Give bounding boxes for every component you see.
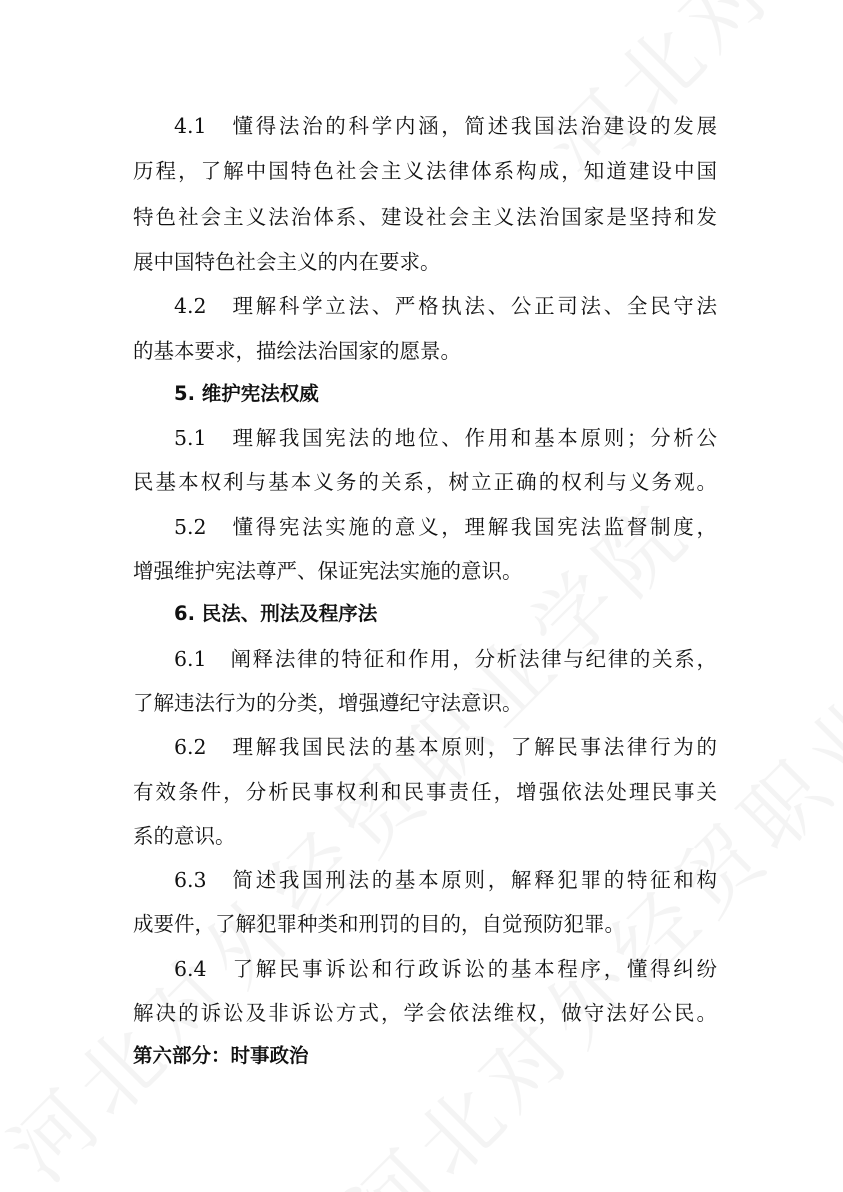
paragraph-line: 解决的诉讼及非诉讼方式，学会依法维权，做守法好公民。	[133, 1001, 717, 1025]
paragraph-line: 系的意识。	[133, 824, 236, 848]
paragraph-line: 5.1 理解我国宪法的地位、作用和基本原则；分析公	[174, 426, 717, 450]
section-heading: 5. 维护宪法权威	[174, 382, 319, 405]
paragraph-line: 5.2 懂得宪法实施的意义，理解我国宪法监督制度，	[174, 515, 717, 539]
part-heading: 第六部分：时事政治	[133, 1044, 309, 1067]
paragraph-line: 了解违法行为的分类，增强遵纪守法意识。	[133, 691, 523, 715]
paragraph-line: 6.4 了解民事诉讼和行政诉讼的基本程序，懂得纠纷	[174, 957, 717, 981]
paragraph-line: 4.2 理解科学立法、严格执法、公正司法、全民守法	[174, 294, 717, 318]
paragraph-line: 展中国特色社会主义的内在要求。	[133, 250, 441, 274]
paragraph-line: 民基本权利与基本义务的关系，树立正确的权利与义务观。	[133, 470, 717, 494]
paragraph-line: 6.1 阐释法律的特征和作用，分析法律与纪律的关系，	[174, 647, 717, 671]
paragraph-line: 6.2 理解我国民法的基本原则，了解民事法律行为的	[174, 735, 717, 759]
paragraph-line: 的基本要求，描绘法治国家的愿景。	[133, 339, 461, 363]
paragraph-line: 4.1 懂得法治的科学内涵，简述我国法治建设的发展	[174, 114, 717, 138]
paragraph-line: 6.3 简述我国刑法的基本原则，解释犯罪的特征和构	[174, 868, 717, 892]
paragraph-line: 历程，了解中国特色社会主义法律体系构成，知道建设中国	[133, 159, 717, 183]
watermark-text	[320, 529, 843, 1192]
section-heading: 6. 民法、刑法及程序法	[174, 602, 378, 625]
paragraph-line: 有效条件，分析民事权利和民事责任，增强依法处理民事关	[133, 780, 717, 804]
paragraph-line: 成要件，了解犯罪种类和刑罚的目的，自觉预防犯罪。	[133, 912, 625, 936]
paragraph-line: 特色社会主义法治体系、建设社会主义法治国家是坚持和发	[133, 205, 717, 229]
paragraph-line: 增强维护宪法尊严、保证宪法实施的意识。	[133, 559, 523, 583]
